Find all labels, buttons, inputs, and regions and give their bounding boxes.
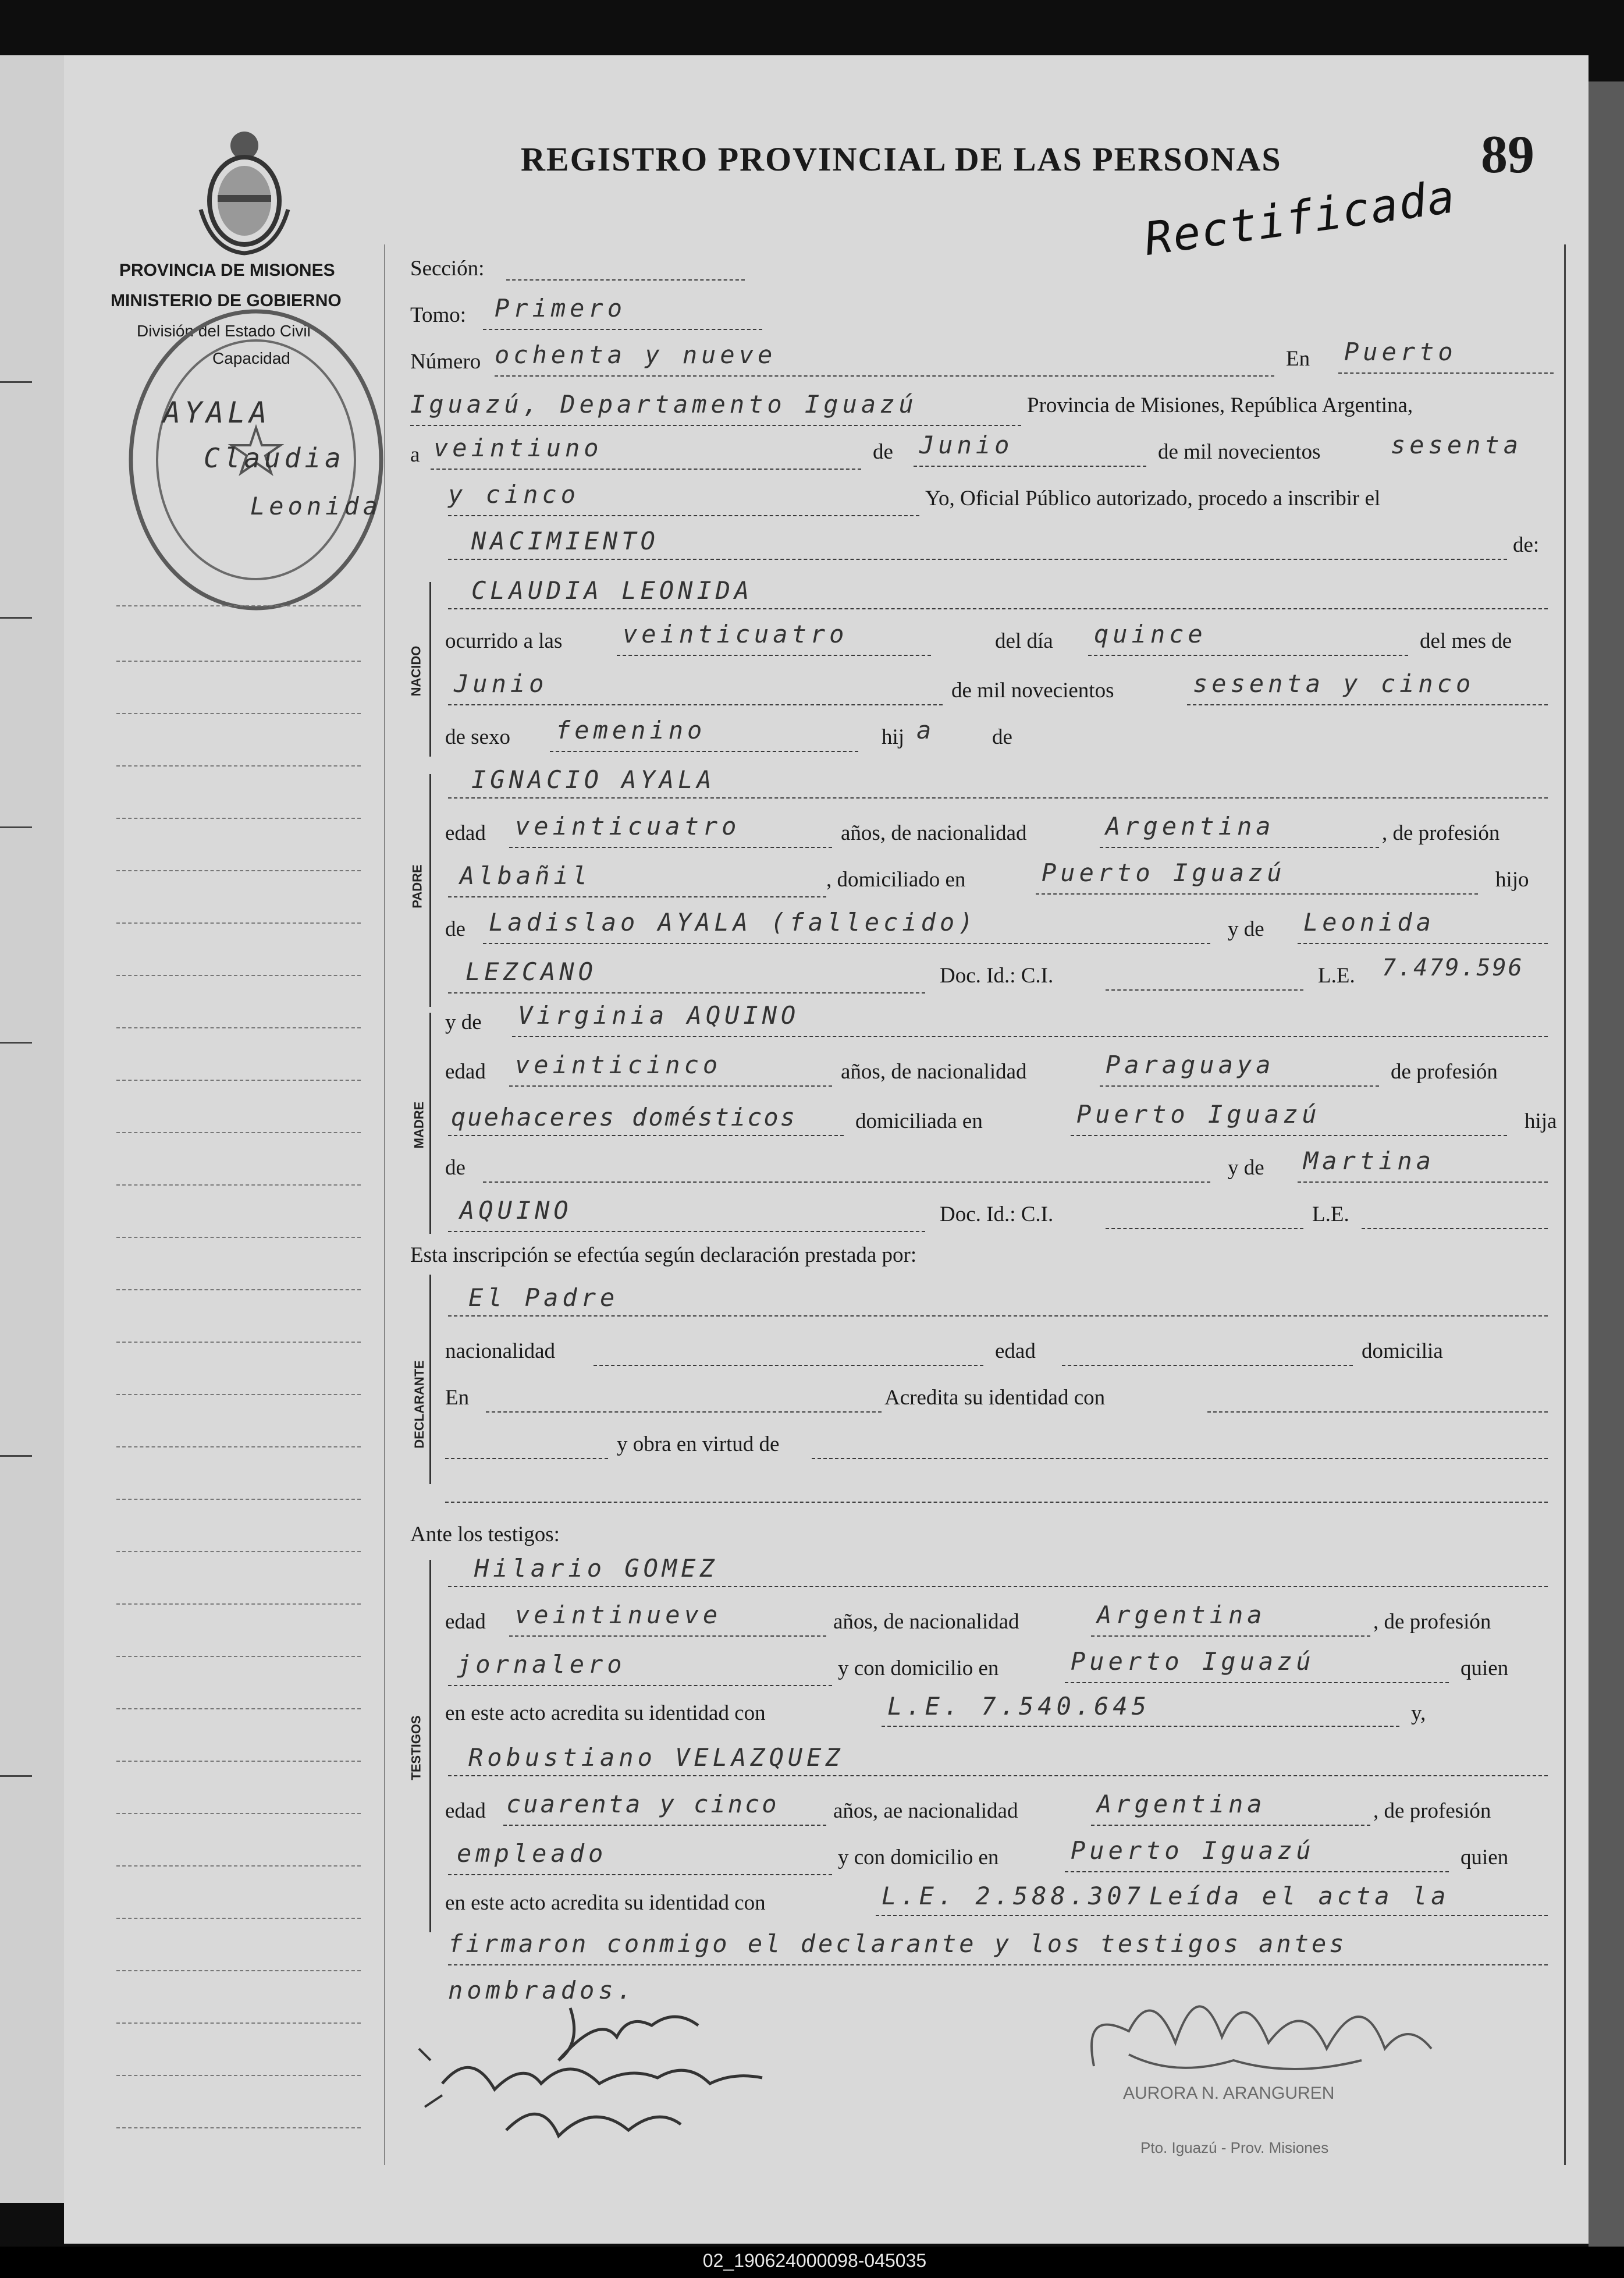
testigo2-profesion-value: empleado — [457, 1839, 607, 1868]
margin-line — [116, 1446, 361, 1447]
margin-line — [116, 975, 361, 976]
issuer-province: PROVINCIA DE MISIONES — [119, 261, 335, 280]
testigo2-edad-value: cuarenta y cinco — [506, 1790, 779, 1818]
padre-domicilio-field-line — [1036, 893, 1478, 895]
madre-madre-value: Martina — [1303, 1147, 1435, 1175]
testigo1-y-label: y, — [1411, 1701, 1426, 1725]
madre-le-label: L.E. — [1312, 1202, 1349, 1226]
testigo1-profesion-field-line — [448, 1685, 832, 1686]
inscribir-label: Yo, Oficial Público autorizado, procedo a inscribir el — [925, 487, 1381, 510]
testigo2-domicilio-label: y con domicilio en — [838, 1846, 999, 1869]
nacido-hora-field-line — [617, 655, 931, 656]
anio-field-line — [448, 515, 919, 516]
testigo2-nombre-value: Robustiano VELAZQUEZ — [468, 1743, 844, 1772]
declarante-en-field-line — [486, 1411, 882, 1413]
left-column-divider — [384, 244, 385, 2165]
nacido-hij-suffix: a — [916, 716, 936, 744]
testigo1-acredita-label: en este acto acredita su identidad con — [445, 1701, 766, 1725]
nacido-nombre-value: CLAUDIA LEONIDA — [471, 576, 754, 605]
page-title: REGISTRO PROVINCIAL DE LAS PERSONAS — [521, 140, 1282, 178]
margin-given-name-1: Claudia — [204, 442, 345, 474]
padre-y-de-label: y de — [1228, 917, 1264, 941]
padre-nacionalidad-label: años, de nacionalidad — [841, 821, 1027, 845]
padre-madre-field-line — [1298, 943, 1548, 944]
testigo2-nacionalidad-field-line — [1091, 1825, 1370, 1826]
fecha-de-label: de — [873, 440, 893, 464]
madre-section-label: MADRE — [411, 1101, 427, 1149]
testigo1-profesion-value: jornalero — [457, 1650, 626, 1679]
facing-page-edge — [0, 55, 73, 2203]
testigo1-nacionalidad-label: años, de nacionalidad — [833, 1610, 1019, 1634]
fecha-a-label: a — [410, 443, 420, 467]
signatures-witnesses-icon — [407, 1990, 861, 2165]
testigo2-domicilio-field-line — [1065, 1871, 1449, 1872]
margin-line — [116, 1394, 361, 1395]
testigo2-nombre-field-line — [448, 1775, 1548, 1776]
margin-line — [116, 1865, 361, 1867]
testigo2-quien-label: quien — [1460, 1846, 1509, 1869]
testigo1-profesion-label: , de profesión — [1373, 1610, 1491, 1634]
padre-nacionalidad-field-line — [1100, 847, 1379, 848]
declarante-nacionalidad-label: nacionalidad — [445, 1339, 556, 1363]
padre-padre-de-label: de — [445, 917, 465, 941]
anio-value-2: y cinco — [448, 480, 580, 509]
margin-line — [116, 2075, 361, 2076]
padre-profesion-value: Albañil — [460, 861, 592, 890]
madre-edad-value: veinticinco — [515, 1051, 722, 1079]
padre-nacionalidad-value: Argentina — [1106, 812, 1275, 840]
official-stamp-location: Pto. Iguazú - Prov. Misiones — [1140, 2139, 1329, 2156]
madre-madre-de-field-line — [483, 1181, 1210, 1183]
right-border-line — [1564, 244, 1566, 2165]
declarante-section-label: DECLARANTE — [411, 1360, 427, 1449]
issuer-division: División del Estado Civil — [137, 322, 311, 340]
margin-line — [116, 1132, 361, 1133]
ocurrido-label: ocurrido a las — [445, 629, 563, 653]
tomo-value: Primero — [495, 294, 627, 322]
madre-domicilio-value: Puerto Iguazú — [1076, 1100, 1321, 1129]
padre-le-label: L.E. — [1318, 964, 1355, 988]
padre-edad-value: veinticuatro — [515, 812, 741, 840]
testigo1-documento-field-line — [882, 1726, 1399, 1727]
padre-edad-field-line — [509, 847, 832, 848]
testigo1-nacionalidad-value: Argentina — [1097, 1601, 1266, 1629]
fecha-mes-value: Junio — [919, 431, 1014, 459]
padre-padre-value: Ladislao AYALA (fallecido) — [489, 908, 978, 936]
nacido-sexo-value: femenino — [556, 716, 706, 744]
padre-ci-field-line — [1106, 989, 1303, 991]
testigo1-documento-value: L.E. 7.540.645 — [887, 1692, 1151, 1720]
padre-madre-value: Leonida — [1303, 908, 1435, 936]
testigo1-nacionalidad-field-line — [1091, 1635, 1370, 1637]
margin-line — [116, 1656, 361, 1657]
nacido-mes-value: Junio — [454, 669, 548, 698]
rectification-annotation: Rectificada — [1141, 170, 1459, 267]
tomo-field-line — [483, 329, 762, 330]
de-colon-label: de: — [1513, 533, 1540, 557]
testigo1-edad-field-line — [509, 1635, 826, 1637]
padre-apellido-madre-value: LEZCANO — [465, 957, 598, 986]
margin-line — [116, 1603, 361, 1605]
padre-nombre-value: IGNACIO AYALA — [471, 765, 716, 794]
hij-label: hij — [882, 725, 905, 749]
facing-page-rule — [0, 826, 32, 828]
issuer-ministry: MINISTERIO DE GOBIERNO — [111, 291, 342, 310]
acta-tipo-value: NACIMIENTO — [471, 527, 659, 555]
testigo2-documento-field-line — [876, 1915, 1548, 1916]
testigo2-acredita-label: en este acto acredita su identidad con — [445, 1891, 766, 1915]
nacido-anio-value: sesenta y cinco — [1193, 669, 1475, 698]
madre-edad-field-line — [509, 1085, 832, 1087]
madre-hija-label: hija — [1525, 1109, 1557, 1133]
testigo1-domicilio-value: Puerto Iguazú — [1071, 1647, 1315, 1676]
margin-line — [116, 922, 361, 924]
closing-line2-value: firmaron conmigo el declarante y los testigos antes — [448, 1929, 1347, 1958]
testigo1-edad-label: edad — [445, 1610, 486, 1634]
closing-line3-value: nombrados. — [448, 1976, 636, 2004]
ante-testigos-label: Ante los testigos: — [410, 1523, 560, 1546]
en-field-line — [1338, 372, 1554, 374]
declarante-acredita-label: Acredita su identidad con — [884, 1386, 1106, 1410]
numero-label: Número — [410, 350, 481, 374]
padre-doc-id-label: Doc. Id.: C.I. — [940, 964, 1054, 988]
margin-line — [116, 1708, 361, 1709]
testigo2-documento-value: L.E. 2.588.307 — [882, 1882, 1145, 1910]
padre-nombre-field-line — [448, 797, 1548, 799]
padre-edad-label: edad — [445, 821, 486, 845]
nacido-sexo-field-line — [550, 751, 858, 752]
madre-profesion-value: quehaceres domésticos — [451, 1103, 797, 1131]
madre-le-field-line — [1362, 1228, 1548, 1229]
madre-de-label: de — [445, 1156, 465, 1180]
fecha-mes-field-line — [914, 466, 1146, 467]
closing-line1-value: Leída el acta la — [1149, 1882, 1450, 1910]
padre-hijo-label: hijo — [1495, 868, 1529, 892]
testigo1-domicilio-field-line — [1065, 1682, 1449, 1683]
testigo2-edad-field-line — [503, 1825, 826, 1826]
page-number: 89 — [1481, 125, 1534, 184]
madre-nacionalidad-field-line — [1100, 1085, 1379, 1087]
margin-line — [116, 1970, 361, 1971]
padre-apellido-madre-field-line — [448, 992, 925, 993]
margin-line — [116, 1289, 361, 1290]
declarante-extra-line — [445, 1502, 1548, 1503]
declarante-acredita-field-line — [1207, 1411, 1548, 1413]
margin-line — [116, 1237, 361, 1238]
acta-tipo-field-line — [448, 559, 1507, 560]
madre-domicilio-field-line — [1071, 1135, 1507, 1136]
madre-nacionalidad-value: Paraguaya — [1106, 1051, 1275, 1079]
testigo2-edad-label: edad — [445, 1799, 486, 1823]
testigo1-domicilio-label: y con domicilio en — [838, 1656, 999, 1680]
numero-value: ochenta y nueve — [495, 340, 777, 369]
madre-ci-field-line — [1106, 1228, 1303, 1229]
nacido-anio-field-line — [1187, 704, 1548, 705]
madre-profesion-label: de profesión — [1391, 1060, 1498, 1084]
margin-line — [116, 2022, 361, 2024]
padre-padre-field-line — [483, 943, 1210, 944]
margin-given-name-2: Leonida — [250, 492, 382, 520]
declarante-edad-label: edad — [995, 1339, 1036, 1363]
testigo1-quien-label: quien — [1460, 1656, 1509, 1680]
padre-profesion-field-line — [448, 896, 826, 897]
madre-apellido-madre-value: AQUINO — [460, 1196, 573, 1225]
nacido-nombre-field-line — [448, 608, 1548, 609]
margin-line — [116, 1761, 361, 1762]
seccion-field-line — [506, 279, 745, 281]
declarante-obra-pre-line — [445, 1458, 608, 1459]
numero-field-line — [495, 375, 1274, 377]
madre-domiciliada-label: domiciliada en — [855, 1109, 983, 1133]
declarante-obra-label: y obra en virtud de — [617, 1432, 780, 1456]
anio-value-1: sesenta — [1391, 431, 1523, 459]
margin-line — [116, 1813, 361, 1814]
testigo2-domicilio-value: Puerto Iguazú — [1071, 1836, 1315, 1865]
fecha-dia-value: veintiuno — [433, 434, 603, 462]
madre-madre-field-line — [1298, 1181, 1548, 1183]
nacido-section-label: NACIDO — [408, 645, 424, 697]
madre-nombre-value: Virginia AQUINO — [518, 1001, 800, 1030]
testigo1-nombre-field-line — [448, 1586, 1548, 1587]
margin-line — [116, 1184, 361, 1186]
facing-page-rule — [0, 381, 32, 383]
margin-line — [116, 870, 361, 871]
facing-page-rule — [0, 617, 32, 619]
testigo1-nombre-value: Hilario GOMEZ — [474, 1554, 719, 1582]
testigo2-profesion-field-line — [448, 1874, 832, 1875]
margin-line — [116, 1342, 361, 1343]
del-dia-label: del día — [995, 629, 1053, 653]
en-label: En — [1286, 347, 1310, 371]
padre-domiciliado-label: , domiciliado en — [826, 868, 966, 892]
margin-line — [116, 765, 361, 767]
tomo-label: Tomo: — [410, 303, 467, 327]
declarante-obra-field-line — [812, 1458, 1548, 1459]
issuer-capacidad: Capacidad — [212, 349, 290, 367]
del-mes-label: del mes de — [1420, 629, 1512, 653]
scan-image-reference: 02_190624000098-045035 — [702, 2250, 927, 2271]
official-stamp-name: AURORA N. ARANGUREN — [1123, 2084, 1335, 2103]
margin-line — [116, 818, 361, 819]
nacido-dia-field-line — [1088, 655, 1408, 656]
coat-of-arms-icon — [195, 122, 294, 256]
padre-section-label: PADRE — [410, 864, 425, 909]
margin-line — [116, 2127, 361, 2128]
nacido-hora-value: veinticuatro — [623, 620, 848, 648]
madre-profesion-field-line — [448, 1135, 844, 1136]
madre-nombre-field-line — [512, 1036, 1548, 1037]
facing-page-rule — [0, 1042, 32, 1044]
madre-y-de-2-label: y de — [1228, 1156, 1264, 1180]
testigos-section-label: TESTIGOS — [408, 1715, 424, 1780]
margin-line — [116, 661, 361, 662]
hij-de-label: de — [992, 725, 1012, 749]
facing-page-rule — [0, 1775, 32, 1777]
madre-apellido-madre-field-line — [448, 1231, 925, 1232]
margin-line — [116, 1027, 361, 1028]
lugar-value: Iguazú, Departamento Iguazú — [410, 390, 918, 418]
facing-page-rule — [0, 1455, 32, 1457]
en-value: Puerto — [1344, 338, 1457, 366]
margin-line — [116, 713, 361, 714]
padre-domicilio-value: Puerto Iguazú — [1042, 858, 1286, 887]
nacido-dia-value: quince — [1094, 620, 1207, 648]
declarante-field-line — [448, 1315, 1548, 1317]
declarante-value: El Padre — [468, 1283, 619, 1312]
nacido-mes-field-line — [448, 704, 943, 705]
mil-novecientos-label: de mil novecientos — [1158, 440, 1321, 464]
lugar-field-line — [410, 425, 1021, 426]
provincia-label: Provincia de Misiones, República Argentina, — [1027, 393, 1413, 417]
declaracion-label: Esta inscripción se efectúa según declaración prestada por: — [410, 1243, 917, 1267]
seccion-label: Sección: — [410, 257, 485, 281]
madre-edad-label: edad — [445, 1060, 486, 1084]
sexo-label: de sexo — [445, 725, 510, 749]
madre-doc-id-label: Doc. Id.: C.I. — [940, 1202, 1054, 1226]
margin-surname: AYALA — [163, 396, 271, 430]
testigo2-nacionalidad-value: Argentina — [1097, 1790, 1266, 1818]
declarante-edad-field-line — [1062, 1365, 1353, 1366]
margin-line — [116, 1551, 361, 1552]
declarante-en-label: En — [445, 1386, 470, 1410]
declarante-domicilia-label: domicilia — [1362, 1339, 1443, 1363]
margin-line — [116, 1918, 361, 1919]
fecha-dia-field-line — [431, 469, 861, 470]
testigo2-profesion-label: , de profesión — [1373, 1799, 1491, 1823]
padre-profesion-label: , de profesión — [1382, 821, 1500, 845]
margin-line — [116, 1499, 361, 1500]
testigo2-nacionalidad-label: años, ae nacionalidad — [833, 1799, 1018, 1823]
declarante-nacionalidad-field-line — [594, 1365, 983, 1366]
nacido-mil-novecientos-label: de mil novecientos — [951, 679, 1114, 702]
book-binding-edge — [1589, 81, 1624, 2247]
testigo1-edad-value: veintinueve — [515, 1601, 722, 1629]
margin-line — [116, 1080, 361, 1081]
padre-le-value: 7.479.596 — [1382, 955, 1524, 981]
madre-nacionalidad-label: años, de nacionalidad — [841, 1060, 1027, 1084]
margin-line — [116, 605, 361, 606]
madre-y-de-label: y de — [445, 1010, 482, 1034]
